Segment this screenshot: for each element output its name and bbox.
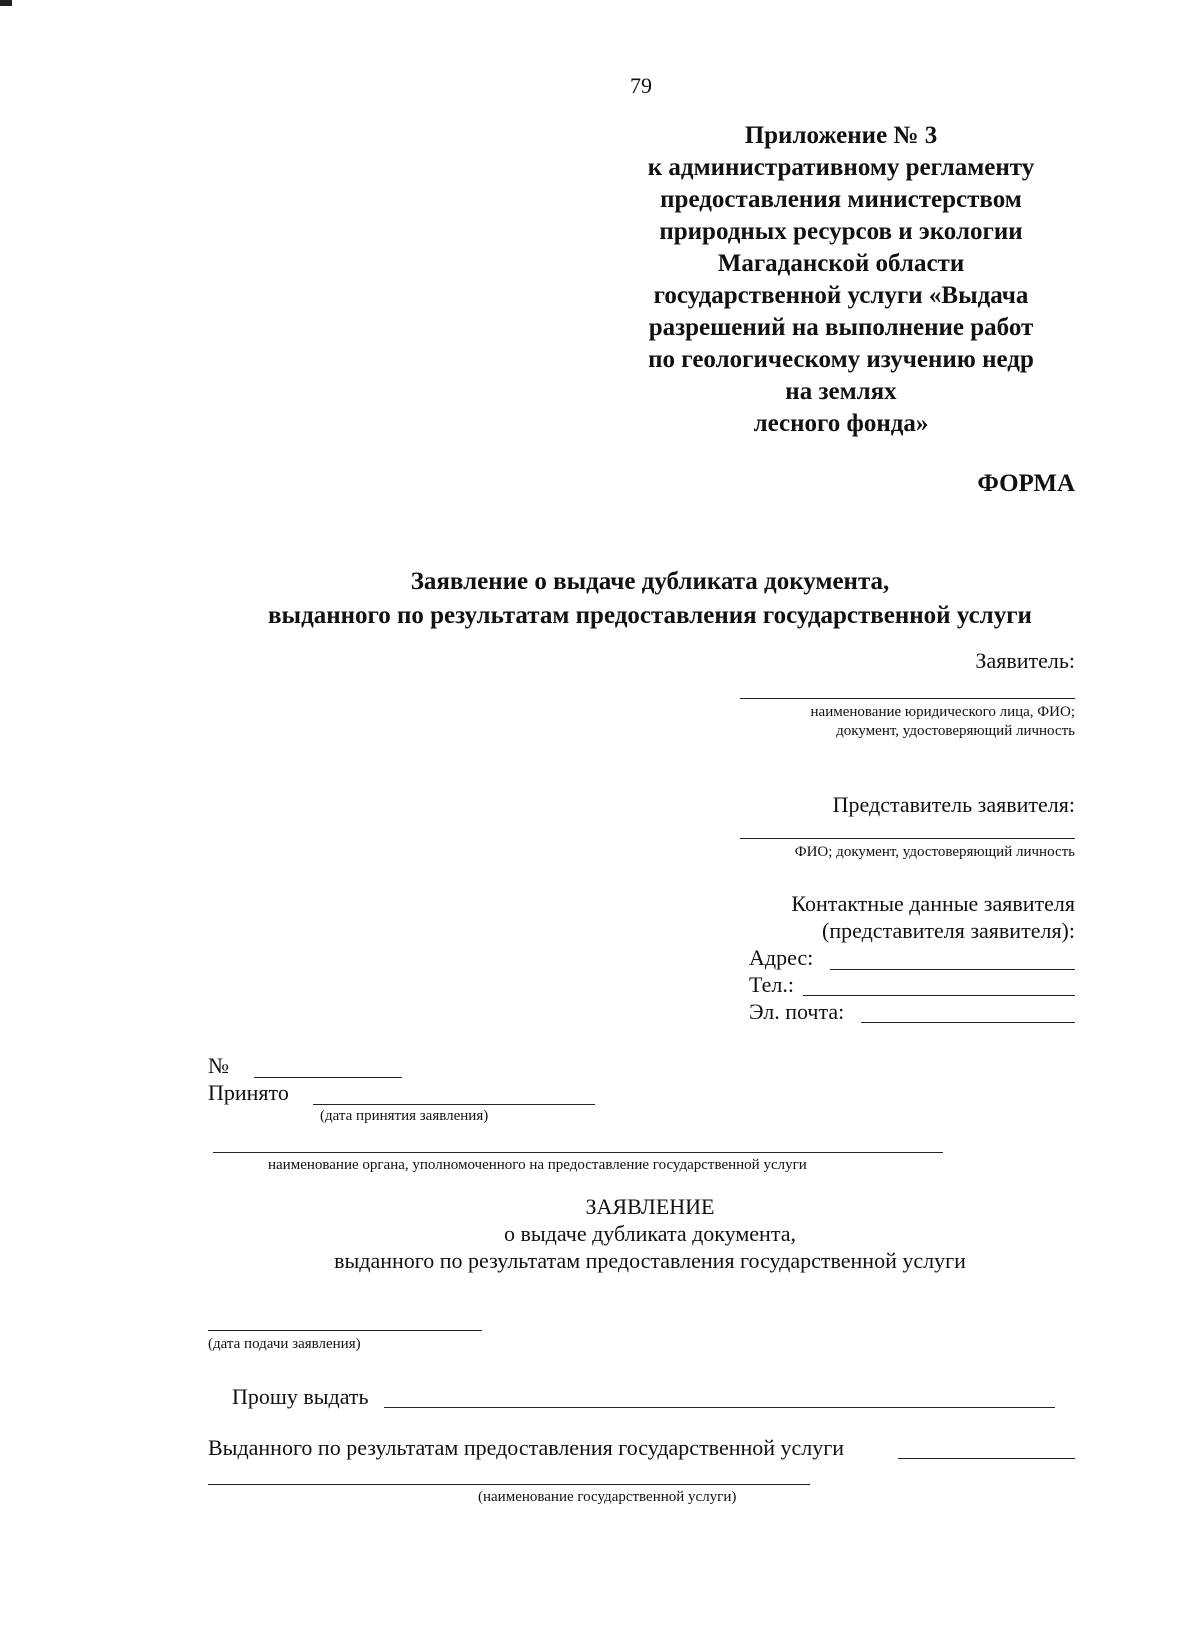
- appendix-line: разрешений на выполнение работ: [648, 314, 1034, 341]
- document-title-line: Заявление о выдаче дубликата документа,: [410, 568, 890, 595]
- contacts-title: Контактные данные заявителя: [791, 891, 1075, 916]
- appendix-line: лесного фонда»: [753, 410, 929, 437]
- accepted-date-caption: (дата принятия заявления): [320, 1108, 489, 1124]
- email-field[interactable]: [861, 1022, 1075, 1023]
- applicant-caption: [811, 703, 1075, 741]
- applicant-label: Заявитель:: [975, 648, 1075, 673]
- address-label: Адрес:: [749, 945, 814, 970]
- form-label: ФОРМА: [977, 470, 1075, 497]
- request-label: Прошу выдать: [232, 1384, 369, 1409]
- issued-label: Выданного по результатам предоставления государственной услуги: [208, 1435, 845, 1460]
- accepted-label: Принято: [208, 1080, 289, 1105]
- page-number: 79: [630, 73, 652, 98]
- appendix-line: к административному регламенту: [647, 154, 1035, 181]
- service-name-field[interactable]: [208, 1484, 810, 1485]
- authority-field[interactable]: [213, 1152, 943, 1153]
- appendix-line: природных ресурсов и экологии: [659, 218, 1023, 245]
- number-field[interactable]: [254, 1077, 402, 1078]
- applicant-field[interactable]: [740, 698, 1075, 699]
- issued-field[interactable]: [898, 1458, 1075, 1459]
- statement-heading-block: [0, 1193, 1200, 1274]
- submission-date-caption: (дата подачи заявления): [208, 1336, 361, 1352]
- address-field[interactable]: [830, 969, 1075, 970]
- appendix-line: государственной услуги «Выдача: [653, 282, 1029, 309]
- contacts-title: (представителя заявителя):: [822, 918, 1075, 943]
- scan-corner-mark: [0, 0, 12, 6]
- number-label: №: [208, 1053, 229, 1078]
- representative-label: Представитель заявителя:: [832, 792, 1075, 817]
- document-title: [0, 565, 1200, 633]
- appendix-header: [600, 120, 1082, 440]
- service-name-caption: (наименование государственной услуги): [478, 1489, 737, 1505]
- contacts-block: [791, 890, 1075, 944]
- statement-line: выданного по результатам предоставления государственной услуги: [334, 1248, 966, 1273]
- accepted-date-field[interactable]: [313, 1104, 595, 1105]
- statement-line: о выдаче дубликата документа,: [504, 1221, 796, 1246]
- representative-field[interactable]: [740, 838, 1075, 839]
- appendix-line: Приложение № 3: [744, 122, 938, 149]
- submission-date-field[interactable]: [208, 1330, 482, 1331]
- document-title-line: выданного по результатам предоставления государственной услуги: [268, 602, 1032, 629]
- statement-heading: ЗАЯВЛЕНИЕ: [585, 1194, 715, 1219]
- appendix-line: предоставления министерством: [660, 186, 1022, 213]
- applicant-caption-line: документ, удостоверяющий личность: [836, 723, 1075, 739]
- appendix-line: на землях: [785, 378, 897, 405]
- representative-caption: ФИО; документ, удостоверяющий личность: [794, 844, 1075, 860]
- phone-field[interactable]: [803, 995, 1075, 996]
- email-label: Эл. почта:: [749, 999, 845, 1024]
- appendix-line: Магаданской области: [717, 250, 965, 277]
- appendix-line: по геологическому изучению недр: [648, 346, 1034, 373]
- phone-label: Тел.:: [749, 972, 794, 997]
- applicant-caption-line: наименование юридического лица, ФИО;: [810, 704, 1075, 720]
- authority-caption: наименование органа, уполномоченного на предоставление государственной услуги: [268, 1157, 807, 1173]
- request-field[interactable]: [384, 1407, 1055, 1408]
